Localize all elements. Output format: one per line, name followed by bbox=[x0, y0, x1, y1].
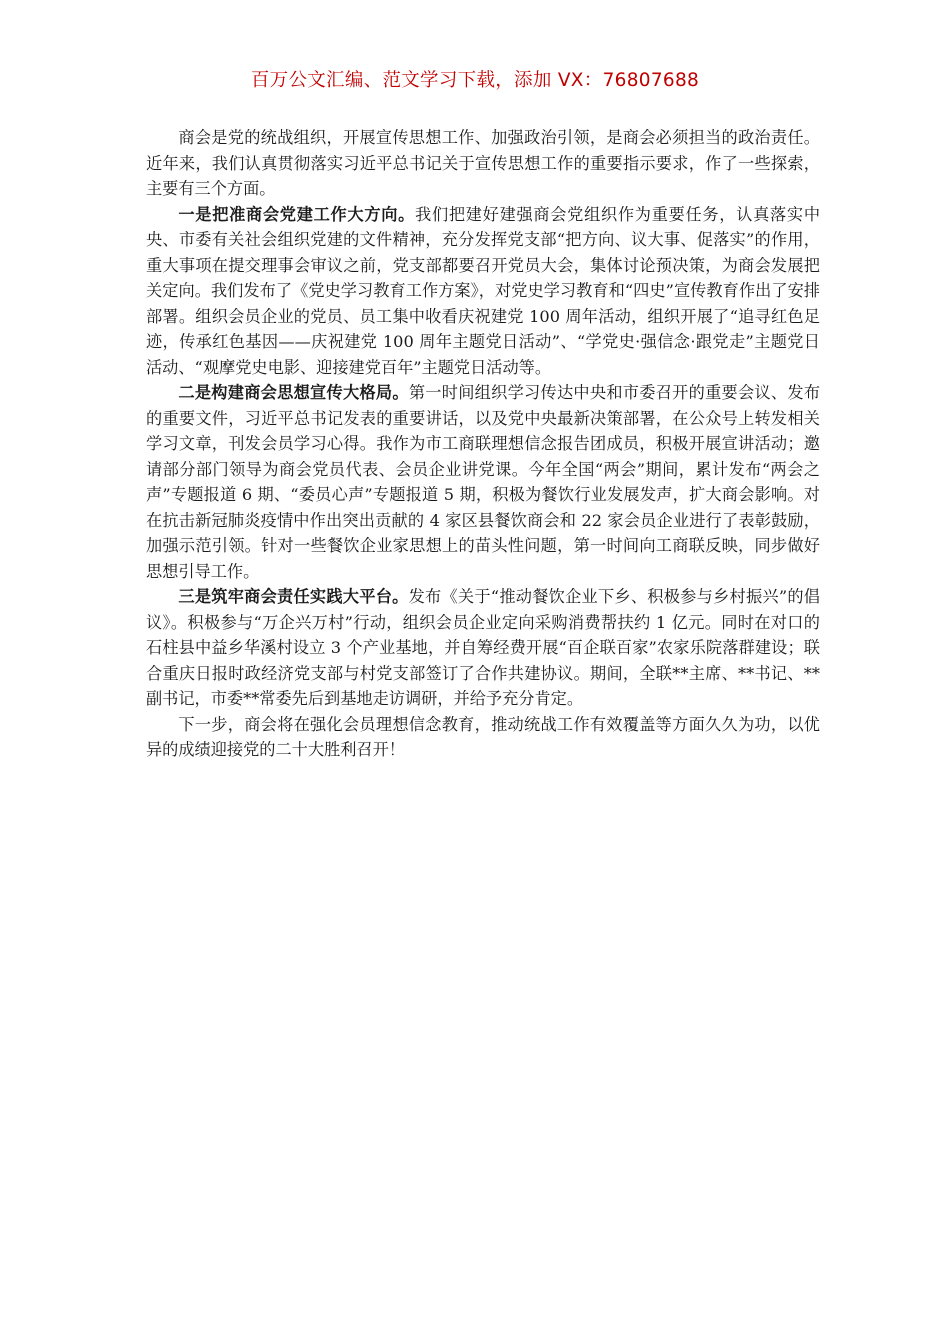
paragraph-text: 第一时间组织学习传达中央和市委召开的重要会议、发布的重要文件，习近平总书记发表的重要讲话，以及党中央最新决策部署，在公众号上转发相关学习文章，刊发会员学习心得。我作为市工商联理想信念报告团成员，积极开展宣讲活动；邀请部分部门领导为商会党员代表、会员企业讲党课。今年全国“两会”期间，累计发布“两会之声”专题报道 6 期、“委员心声”专题报道 5 期，积极为餐饮行业发展发声，扩大商会影响。对在抗击新冠肺炎疫情中作出突出贡献的 4 家区县餐饮商会和 22 家会员企业进行了表彰鼓励，加强示范引领。针对一些餐饮企业家思想上的苗头性问题，第一时间向工商联反映，同步做好思想引导工作。 bbox=[146, 383, 821, 581]
paragraph-text: 发布《关于“推动餐饮企业下乡、积极参与乡村振兴”的倡议》。积极参与“万企兴万村”行动，组织会员企业定向采购消费帮扶约 1 亿元。同时在对口的石柱县中益乡华溪村设立 3 个产业基地，并自筹经费开展“百企联百家”农家乐院落群建设；联合重庆日报时政经济党支部与村党支部签订了合作共建协议。期间，全联**主席、**书记、**副书记，市委**常委先后到基地走访调研，并给予充分肯定。 bbox=[146, 587, 820, 708]
closing-paragraph bbox=[146, 712, 820, 763]
paragraph-text: 我们把建好建强商会党组织作为重要任务，认真落实中央、市委有关社会组织党建的文件精神，充分发挥党支部“把方向、议大事、促落实”的作用，重大事项在提交理事会审议之前，党支部都要召开党员大会，集体讨论预决策，为商会发展把关定向。我们发布了《党史学习教育工作方案》，对党史学习教育和“四史”宣传教育作出了安排部署。组织会员企业的党员、员工集中收看庆祝建党 100 周年活动，组织开展了“追寻红色足迹，传承红色基因——庆祝建党 100 周年主题党日活动”、“学党史·强信念·跟党走”主题党日活动、“观摩党史电影、迎接建党百年”主题党日活动等。 bbox=[146, 204, 821, 377]
intro-paragraph bbox=[146, 125, 820, 202]
watermark-banner: 百万公文汇编、范文学习下载，添加 VX：76807688 bbox=[250, 70, 700, 91]
section-three-paragraph bbox=[146, 584, 820, 712]
paragraph-text: 商会是党的统战组织，开展宣传思想工作、加强政治引领，是商会必须担当的政治责任。近年来，我们认真贯彻落实习近平总书记关于宣传思想工作的重要指示要求，作了一些探索，主要有三个方面。 bbox=[146, 128, 820, 198]
paragraph-lead: 二是构建商会思想宣传大格局。 bbox=[178, 383, 409, 402]
paragraph-text: 下一步，商会将在强化会员理想信念教育，推动统战工作有效覆盖等方面久久为功，以优异的成绩迎接党的二十大胜利召开！ bbox=[146, 714, 820, 759]
paragraph-lead: 一是把准商会党建工作大方向。 bbox=[178, 204, 416, 224]
section-two-paragraph bbox=[146, 380, 820, 584]
section-one-paragraph bbox=[146, 202, 820, 381]
paragraph-lead: 三是筑牢商会责任实践大平台。 bbox=[178, 587, 409, 606]
document-body bbox=[146, 125, 820, 763]
